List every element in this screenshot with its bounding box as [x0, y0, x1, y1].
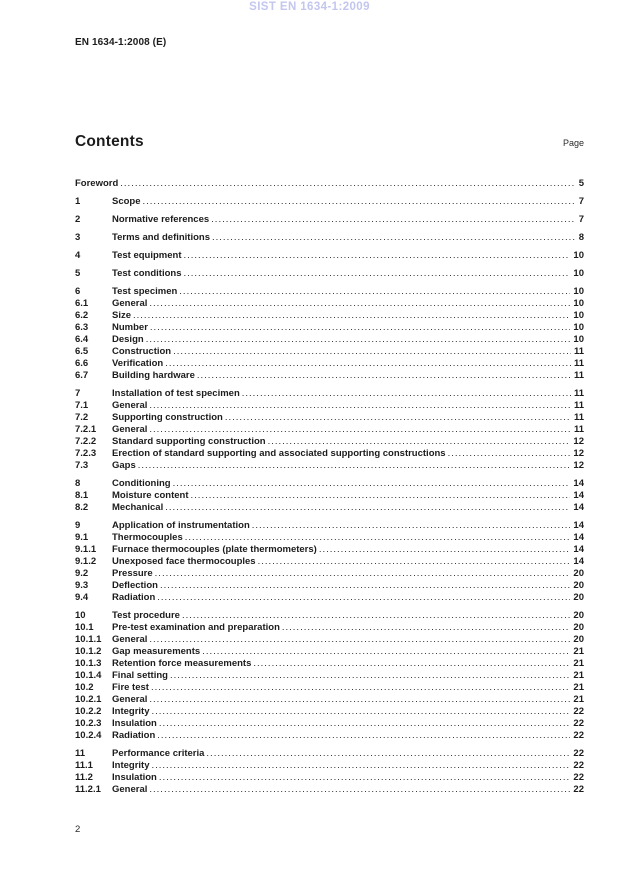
toc-entry-page: 11 [573, 412, 584, 423]
toc-entry-title: Terms and definitions [112, 232, 211, 243]
toc-entry-page: 22 [573, 760, 584, 771]
toc-dot-leader [120, 178, 575, 190]
toc-row [75, 520, 584, 532]
toc-dot-leader [159, 718, 571, 730]
toc-entry-title: Verification [112, 358, 164, 369]
table-of-contents [75, 178, 584, 802]
toc-row [75, 478, 584, 490]
toc-row [75, 214, 584, 226]
toc-dot-leader [155, 568, 571, 580]
toc-row [75, 670, 584, 682]
toc-entry-number: 6 [75, 286, 81, 297]
toc-row [75, 772, 584, 784]
toc-row [75, 532, 584, 544]
toc-entry-page: 11 [573, 424, 584, 435]
toc-entry-number: 11.1 [75, 760, 93, 771]
toc-entry-number: 5 [75, 268, 81, 279]
toc-entry-title: General [112, 424, 148, 435]
toc-dot-leader [149, 694, 570, 706]
toc-row [75, 286, 584, 298]
toc-entry-page: 14 [573, 532, 584, 543]
page-number: 2 [75, 824, 81, 835]
toc-entry-number: 7.2 [75, 412, 89, 423]
toc-row [75, 658, 584, 670]
toc-entry-page: 10 [573, 310, 584, 321]
toc-group [75, 232, 584, 244]
toc-entry-title: Mechanical [112, 502, 164, 513]
toc-row [75, 250, 584, 262]
toc-entry-number: 9.1.1 [75, 544, 97, 555]
toc-entry-title: Moisture content [112, 490, 189, 501]
toc-entry-number: 9.1 [75, 532, 89, 543]
toc-entry-page: 22 [573, 706, 584, 717]
toc-row [75, 196, 584, 208]
toc-entry-title: Conditioning [112, 478, 171, 489]
toc-entry-page: 20 [573, 622, 584, 633]
toc-group [75, 748, 584, 796]
toc-entry-title: General [112, 400, 148, 411]
toc-entry-title: Radiation [112, 592, 156, 603]
toc-entry-page: 20 [573, 568, 584, 579]
toc-dot-leader [258, 556, 571, 568]
toc-row [75, 730, 584, 742]
toc-entry-page: 21 [573, 658, 584, 669]
toc-row [75, 760, 584, 772]
toc-entry-title: Test equipment [112, 250, 182, 261]
toc-entry-page: 12 [573, 436, 584, 447]
toc-group [75, 286, 584, 382]
toc-entry-number: 7.2.3 [75, 448, 97, 459]
toc-entry-page: 22 [573, 784, 584, 795]
toc-entry-title: Foreword [75, 178, 119, 189]
toc-entry-page: 10 [573, 322, 584, 333]
toc-dot-leader [197, 370, 571, 382]
toc-entry-number: 7.2.1 [75, 424, 97, 435]
toc-entry-title: Erection of standard supporting and associated supporting constructions [112, 448, 446, 459]
toc-dot-leader [157, 730, 570, 742]
toc-entry-title: Gaps [112, 460, 136, 471]
page-column-label: Page [562, 138, 584, 148]
toc-row [75, 748, 584, 760]
toc-row [75, 388, 584, 400]
toc-entry-number: 11.2 [75, 772, 93, 783]
toc-entry-page: 10 [573, 250, 584, 261]
toc-entry-number: 6.5 [75, 346, 89, 357]
toc-dot-leader [159, 772, 571, 784]
toc-entry-number: 10.1.3 [75, 658, 102, 669]
toc-entry-page: 14 [573, 502, 584, 513]
toc-row [75, 178, 584, 190]
toc-entry-title: Deflection [112, 580, 158, 591]
toc-entry-number: 7.1 [75, 400, 89, 411]
toc-dot-leader [151, 760, 570, 772]
toc-entry-page: 22 [573, 772, 584, 783]
toc-dot-leader [448, 448, 571, 460]
watermark-text: SIST EN 1634-1:2009 [249, 1, 370, 13]
toc-entry-page: 12 [573, 448, 584, 459]
toc-entry-page: 10 [573, 298, 584, 309]
toc-entry-title: Gap measurements [112, 646, 201, 657]
toc-row [75, 460, 584, 472]
toc-entry-title: General [112, 784, 148, 795]
toc-entry-title: Unexposed face thermocouples [112, 556, 256, 567]
toc-entry-page: 5 [578, 178, 584, 189]
toc-group [75, 268, 584, 280]
toc-dot-leader [146, 334, 571, 346]
toc-entry-number: 3 [75, 232, 81, 243]
toc-entry-title: Pre-test examination and preparation [112, 622, 280, 633]
toc-row [75, 370, 584, 382]
toc-dot-leader [173, 478, 571, 490]
toc-row [75, 412, 584, 424]
toc-entry-title: Retention force measurements [112, 658, 252, 669]
toc-dot-leader [173, 346, 571, 358]
toc-entry-page: 20 [573, 580, 584, 591]
toc-entry-title: Construction [112, 346, 172, 357]
toc-entry-page: 12 [573, 460, 584, 471]
toc-entry-number: 6.7 [75, 370, 89, 381]
toc-entry-number: 10 [75, 610, 86, 621]
toc-entry-number: 10.1.2 [75, 646, 102, 657]
toc-entry-page: 21 [573, 670, 584, 681]
toc-group [75, 388, 584, 472]
toc-row [75, 610, 584, 622]
toc-dot-leader [149, 298, 570, 310]
document-reference: EN 1634-1:2008 (E) [75, 37, 167, 48]
toc-entry-number: 6.3 [75, 322, 89, 333]
toc-entry-title: Test conditions [112, 268, 182, 279]
toc-row [75, 718, 584, 730]
toc-row [75, 400, 584, 412]
toc-dot-leader [149, 784, 570, 796]
toc-dot-leader [157, 592, 570, 604]
toc-entry-title: Scope [112, 196, 141, 207]
toc-entry-number: 7.2.2 [75, 436, 97, 447]
toc-entry-page: 7 [578, 214, 584, 225]
toc-dot-leader [212, 232, 576, 244]
toc-row [75, 556, 584, 568]
toc-dot-leader [225, 412, 571, 424]
toc-entry-page: 10 [573, 268, 584, 279]
toc-entry-number: 1 [75, 196, 81, 207]
toc-row [75, 502, 584, 514]
toc-entry-title: General [112, 694, 148, 705]
toc-dot-leader [138, 460, 571, 472]
toc-entry-number: 10.1 [75, 622, 94, 633]
toc-entry-title: Insulation [112, 772, 157, 783]
toc-row [75, 310, 584, 322]
toc-entry-title: Supporting construction [112, 412, 223, 423]
toc-entry-number: 6.2 [75, 310, 89, 321]
toc-entry-number: 10.2.3 [75, 718, 102, 729]
toc-entry-page: 14 [573, 520, 584, 531]
toc-group [75, 214, 584, 226]
toc-entry-title: Test procedure [112, 610, 180, 621]
toc-row [75, 694, 584, 706]
toc-group [75, 196, 584, 208]
toc-dot-leader [202, 646, 570, 658]
toc-dot-leader [160, 580, 570, 592]
toc-dot-leader [165, 358, 571, 370]
toc-entry-title: Installation of test specimen [112, 388, 240, 399]
toc-dot-leader [149, 400, 571, 412]
toc-dot-leader [211, 214, 576, 226]
toc-row [75, 490, 584, 502]
toc-row [75, 706, 584, 718]
toc-dot-leader [184, 250, 571, 262]
toc-entry-page: 7 [578, 196, 584, 207]
toc-group [75, 250, 584, 262]
toc-entry-title: Normative references [112, 214, 210, 225]
toc-dot-leader [184, 268, 571, 280]
toc-row [75, 298, 584, 310]
toc-entry-title: Pressure [112, 568, 153, 579]
contents-header [75, 133, 584, 151]
toc-dot-leader [252, 520, 571, 532]
toc-group [75, 520, 584, 604]
toc-entry-page: 20 [573, 610, 584, 621]
toc-entry-title: Furnace thermocouples (plate thermometers) [112, 544, 317, 555]
toc-entry-number: 11 [75, 748, 86, 759]
toc-dot-leader [149, 424, 571, 436]
toc-dot-leader [206, 748, 570, 760]
toc-dot-leader [242, 388, 571, 400]
toc-dot-leader [282, 622, 571, 634]
toc-group [75, 178, 584, 190]
toc-row [75, 424, 584, 436]
toc-dot-leader [253, 658, 570, 670]
toc-row [75, 232, 584, 244]
toc-entry-number: 9.4 [75, 592, 89, 603]
toc-dot-leader [143, 196, 576, 208]
toc-entry-number: 9.1.2 [75, 556, 97, 567]
toc-row [75, 334, 584, 346]
toc-entry-number: 10.2.2 [75, 706, 102, 717]
toc-entry-page: 14 [573, 544, 584, 555]
toc-row [75, 634, 584, 646]
toc-entry-title: Building hardware [112, 370, 195, 381]
toc-entry-title: Integrity [112, 760, 150, 771]
toc-entry-number: 10.2.1 [75, 694, 102, 705]
toc-entry-page: 8 [578, 232, 584, 243]
toc-dot-leader [165, 502, 570, 514]
toc-entry-number: 4 [75, 250, 81, 261]
toc-row [75, 448, 584, 460]
toc-entry-number: 9.3 [75, 580, 89, 591]
toc-dot-leader [191, 490, 571, 502]
toc-entry-page: 14 [573, 556, 584, 567]
toc-entry-title: Application of instrumentation [112, 520, 250, 531]
toc-entry-number: 6.4 [75, 334, 89, 345]
toc-entry-number: 10.2.4 [75, 730, 102, 741]
toc-row [75, 544, 584, 556]
toc-dot-leader [149, 634, 570, 646]
toc-entry-page: 14 [573, 478, 584, 489]
toc-entry-title: Integrity [112, 706, 150, 717]
toc-entry-page: 22 [573, 718, 584, 729]
toc-entry-title: Insulation [112, 718, 157, 729]
toc-entry-title: Performance criteria [112, 748, 205, 759]
toc-entry-title: Fire test [112, 682, 149, 693]
toc-row [75, 646, 584, 658]
toc-entry-number: 6.1 [75, 298, 89, 309]
toc-dot-leader [170, 670, 570, 682]
toc-entry-page: 22 [573, 730, 584, 741]
toc-dot-leader [150, 322, 571, 334]
toc-entry-number: 8.2 [75, 502, 89, 513]
toc-entry-page: 21 [573, 646, 584, 657]
toc-entry-page: 11 [573, 358, 584, 369]
toc-entry-title: Number [112, 322, 148, 333]
toc-dot-leader [151, 706, 570, 718]
toc-group [75, 610, 584, 742]
toc-entry-page: 11 [573, 370, 584, 381]
toc-entry-title: Test specimen [112, 286, 178, 297]
toc-row [75, 622, 584, 634]
toc-entry-page: 14 [573, 490, 584, 501]
toc-row [75, 682, 584, 694]
toc-entry-title: General [112, 634, 148, 645]
toc-entry-number: 8.1 [75, 490, 89, 501]
toc-dot-leader [319, 544, 571, 556]
toc-entry-page: 22 [573, 748, 584, 759]
toc-entry-number: 7.3 [75, 460, 89, 471]
toc-entry-number: 10.2 [75, 682, 94, 693]
toc-dot-leader [151, 682, 570, 694]
toc-entry-number: 10.1.1 [75, 634, 102, 645]
toc-row [75, 568, 584, 580]
contents-title: Contents [75, 133, 144, 150]
toc-entry-number: 7 [75, 388, 81, 399]
toc-dot-leader [179, 286, 570, 298]
toc-dot-leader [268, 436, 571, 448]
toc-row [75, 322, 584, 334]
toc-entry-page: 10 [573, 334, 584, 345]
toc-entry-title: Size [112, 310, 132, 321]
toc-entry-page: 21 [573, 682, 584, 693]
toc-row [75, 358, 584, 370]
toc-dot-leader [185, 532, 571, 544]
toc-entry-number: 10.1.4 [75, 670, 102, 681]
toc-entry-page: 10 [573, 286, 584, 297]
toc-row [75, 580, 584, 592]
toc-entry-title: Design [112, 334, 144, 345]
toc-entry-title: Final setting [112, 670, 168, 681]
toc-row [75, 436, 584, 448]
toc-group [75, 478, 584, 514]
toc-row [75, 268, 584, 280]
toc-dot-leader [182, 610, 570, 622]
toc-entry-title: Radiation [112, 730, 156, 741]
toc-entry-page: 20 [573, 592, 584, 603]
toc-row [75, 346, 584, 358]
toc-entry-number: 9 [75, 520, 81, 531]
toc-entry-title: General [112, 298, 148, 309]
toc-entry-number: 8 [75, 478, 81, 489]
toc-dot-leader [133, 310, 570, 322]
toc-row [75, 784, 584, 796]
toc-entry-page: 11 [573, 400, 584, 411]
toc-entry-page: 11 [573, 346, 584, 357]
toc-entry-number: 11.2.1 [75, 784, 101, 795]
toc-entry-page: 20 [573, 634, 584, 645]
toc-entry-number: 2 [75, 214, 81, 225]
toc-entry-page: 11 [573, 388, 584, 399]
toc-entry-title: Thermocouples [112, 532, 183, 543]
toc-entry-page: 21 [573, 694, 584, 705]
toc-entry-title: Standard supporting construction [112, 436, 266, 447]
toc-entry-number: 6.6 [75, 358, 89, 369]
toc-row [75, 592, 584, 604]
toc-entry-number: 9.2 [75, 568, 89, 579]
